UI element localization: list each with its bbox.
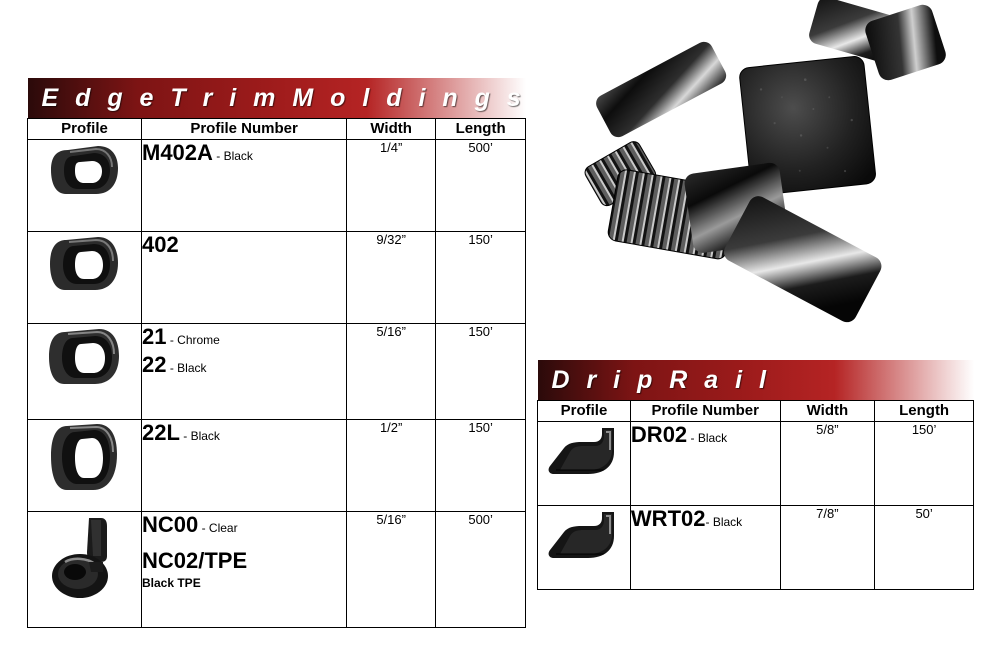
- profile-cell: [28, 140, 142, 232]
- profile-number-cell: [142, 420, 347, 512]
- length-cell: 150’: [436, 420, 526, 512]
- profile-number-alt: 22: [142, 351, 167, 377]
- drip-rail-hook-icon: [544, 422, 624, 488]
- profile-cell: [28, 232, 142, 324]
- profile-number-suffix: - Black: [179, 429, 220, 443]
- profile-number-suffix: - Chrome: [166, 333, 220, 347]
- profile-number-cell: [630, 506, 780, 590]
- header-profile-number: Profile Number: [630, 401, 780, 422]
- table-row: [28, 324, 526, 420]
- profile-cell: [538, 506, 631, 590]
- length-cell: 150’: [875, 422, 974, 506]
- profile-number-alt: NC02/TPE: [142, 547, 248, 573]
- edge-trim-deep-u-icon: [47, 420, 123, 496]
- profile-number-alt-suffix: - Black: [166, 360, 207, 375]
- width-cell: 5/8”: [780, 422, 875, 506]
- profile-number-suffix: - Black: [705, 515, 743, 529]
- length-cell: 500’: [436, 512, 526, 628]
- profile-number: 21: [142, 324, 167, 349]
- header-profile: Profile: [28, 119, 142, 140]
- edge-trim-moldings-table: [27, 78, 526, 628]
- width-cell: 5/16”: [347, 512, 436, 628]
- profile-number-cell: [142, 232, 347, 324]
- profile-number: M402A: [142, 140, 213, 165]
- profile-number-suffix: - Clear: [198, 521, 238, 535]
- banner-strip: [538, 360, 974, 400]
- profile-number-cell: [142, 324, 347, 420]
- table-header-row: [538, 401, 974, 422]
- profile-number: WRT02: [630, 506, 706, 531]
- edge-trim-u-channel-icon: [48, 140, 122, 202]
- profile-number: NC00: [142, 512, 199, 537]
- table-row: [538, 506, 974, 590]
- header-profile: Profile: [538, 401, 631, 422]
- profile-number: 22L: [142, 420, 180, 445]
- length-cell: 150’: [436, 232, 526, 324]
- length-cell: 500’: [436, 140, 526, 232]
- table-header-row: [28, 119, 526, 140]
- drip-rail-hook-icon: [544, 506, 624, 572]
- table-row: [28, 512, 526, 628]
- profile-number-cell: [630, 422, 780, 506]
- table-row: [538, 422, 974, 506]
- table-banner-row: [28, 78, 526, 119]
- edge-trim-u-channel-icon: [47, 324, 123, 390]
- profile-number-suffix: - Black: [212, 149, 253, 163]
- table-banner-row: [538, 360, 974, 401]
- profile-number: 402: [142, 232, 179, 257]
- drip-rail-banner: [538, 360, 974, 401]
- banner-strip: [28, 78, 526, 118]
- profile-cell: [28, 512, 142, 628]
- table-row: [28, 232, 526, 324]
- profile-number-suffix: - Black: [687, 431, 728, 445]
- edge-trim-title: E d g e T r i m M o l d i n g s: [41, 83, 526, 112]
- profile-cell: [538, 422, 631, 506]
- drip-rail-table: [537, 360, 974, 590]
- header-profile-number: Profile Number: [142, 119, 347, 140]
- header-width: Width: [780, 401, 875, 422]
- width-cell: 5/16”: [347, 324, 436, 420]
- table-row: [28, 140, 526, 232]
- width-cell: 1/4”: [347, 140, 436, 232]
- profile-number-cell: [142, 512, 347, 628]
- edge-trim-bulb-icon: [45, 512, 125, 612]
- header-length: Length: [875, 401, 974, 422]
- length-cell: 50’: [875, 506, 974, 590]
- profile-cell: [28, 324, 142, 420]
- width-cell: 7/8”: [780, 506, 875, 590]
- width-cell: 1/2”: [347, 420, 436, 512]
- width-cell: 9/32”: [347, 232, 436, 324]
- table-row: [28, 420, 526, 512]
- header-width: Width: [347, 119, 436, 140]
- drip-rail-title: D r i p R a i l: [551, 365, 771, 394]
- edge-trim-u-channel-icon: [48, 232, 122, 296]
- molding-samples-illustration: [560, 0, 960, 330]
- edge-trim-banner: [28, 78, 526, 119]
- header-length: Length: [436, 119, 526, 140]
- profile-number-note: Black TPE: [142, 575, 201, 590]
- profile-cell: [28, 420, 142, 512]
- molding-samples-photo: [560, 0, 960, 330]
- length-cell: 150’: [436, 324, 526, 420]
- profile-number-cell: [142, 140, 347, 232]
- profile-number: DR02: [630, 422, 688, 447]
